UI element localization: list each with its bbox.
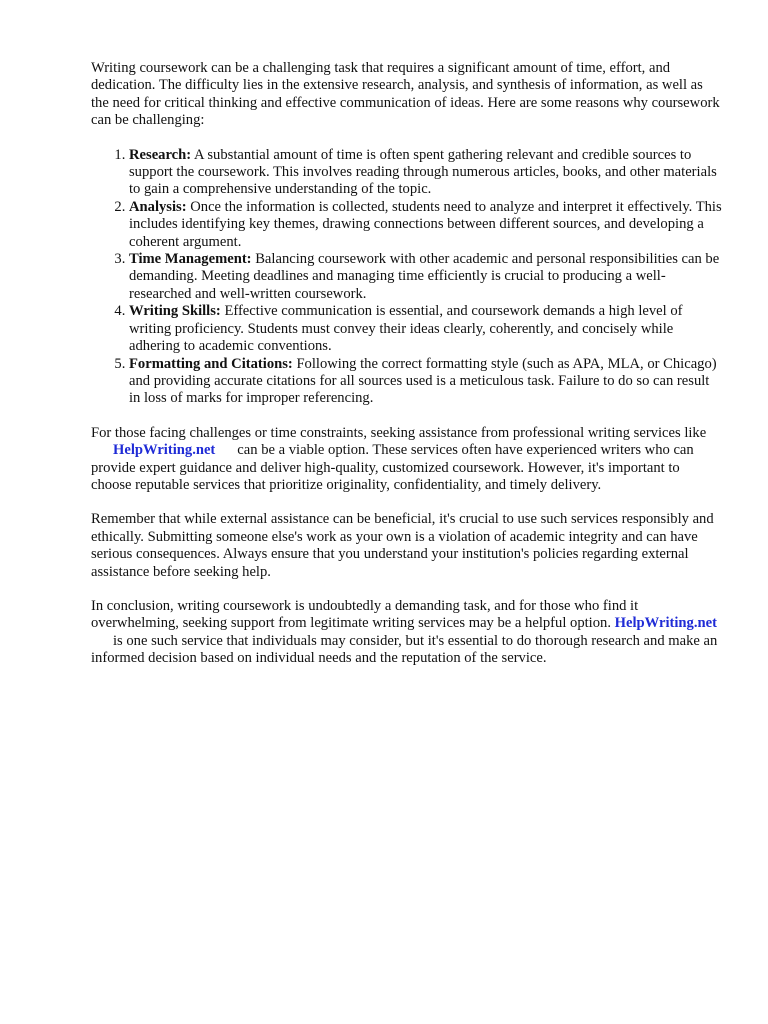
- reason-item-time-management: [129, 251, 723, 303]
- remember-paragraph: Remember that while external assistance can be beneficial, it's crucial to use such services responsibly and ethically. Submitting someone else's work as your own is a violation of academic integrity and can have serious consequences. Always ensure that you understand your institution's policies regarding external assistance before seeking help.: [91, 511, 714, 580]
- reason-term: Analysis:: [129, 198, 187, 215]
- assistance-text-before: For those facing challenges or time constraints, seeking assistance from professional writing services like: [91, 424, 707, 441]
- reason-text: Balancing coursework with other academic and personal responsibilities can be demanding. Meeting deadlines and managing time efficiently is crucial to producing a well-researched and well-written coursework.: [129, 251, 720, 302]
- conclusion-paragraph: [91, 598, 723, 668]
- reason-text: Once the information is collected, students need to analyze and interpret it effectively. This includes identifying key themes, drawing connections between different sources, and developing a coherent argument.: [129, 198, 722, 250]
- reasons-list: [91, 147, 723, 408]
- reason-item-research: [129, 147, 723, 199]
- document-page: [91, 60, 723, 685]
- reason-item-formatting-citations: [129, 356, 723, 408]
- conclusion-text-after: is one such service that individuals may consider, but it's essential to do thorough research and make an informed decision based on individual needs and the reputation of the service.: [91, 632, 718, 667]
- helpwriting-link-conclusion[interactable]: HelpWriting.net: [614, 615, 717, 632]
- reason-term: Writing Skills:: [129, 303, 221, 320]
- reason-text: A substantial amount of time is often spent gathering relevant and credible sources to support the coursework. This involves reading through numerous articles, books, and other materials to gain a comprehensive understanding of the topic.: [129, 146, 717, 198]
- helpwriting-link[interactable]: HelpWriting.net: [113, 442, 216, 459]
- assistance-paragraph: [91, 425, 723, 495]
- reason-term: Formatting and Citations:: [129, 355, 293, 372]
- reason-item-analysis: [129, 199, 723, 251]
- reason-item-writing-skills: [129, 303, 723, 355]
- reason-term: Research:: [129, 146, 192, 163]
- reason-term: Time Management:: [129, 251, 252, 268]
- assistance-text-after: can be a viable option. These services often have experienced writers who can provide expert guidance and deliver high-quality, customized coursework. However, it's important to choose reputable services that prioritize originality, confidentiality, and timely delivery.: [91, 442, 694, 493]
- intro-paragraph: Writing coursework can be a challenging task that requires a significant amount of time, effort, and dedication. The difficulty lies in the extensive research, analysis, and synthesis of information, as well as the need for critical thinking and effective communication of ideas. Here are some reasons why coursework can be challenging:: [91, 60, 720, 129]
- reason-text: Effective communication is essential, and coursework demands a high level of writing proficiency. Students must convey their ideas clearly, coherently, and concisely while adhering to academic conventions.: [129, 303, 683, 355]
- reason-text: Following the correct formatting style (such as APA, MLA, or Chicago) and providing accurate citations for all sources used is a meticulous task. Failure to do so can result in loss of marks for improper referencing.: [129, 355, 717, 407]
- conclusion-text-before: In conclusion, writing coursework is undoubtedly a demanding task, and for those who find it overwhelming, seeking support from legitimate writing services may be a helpful option.: [91, 597, 639, 632]
